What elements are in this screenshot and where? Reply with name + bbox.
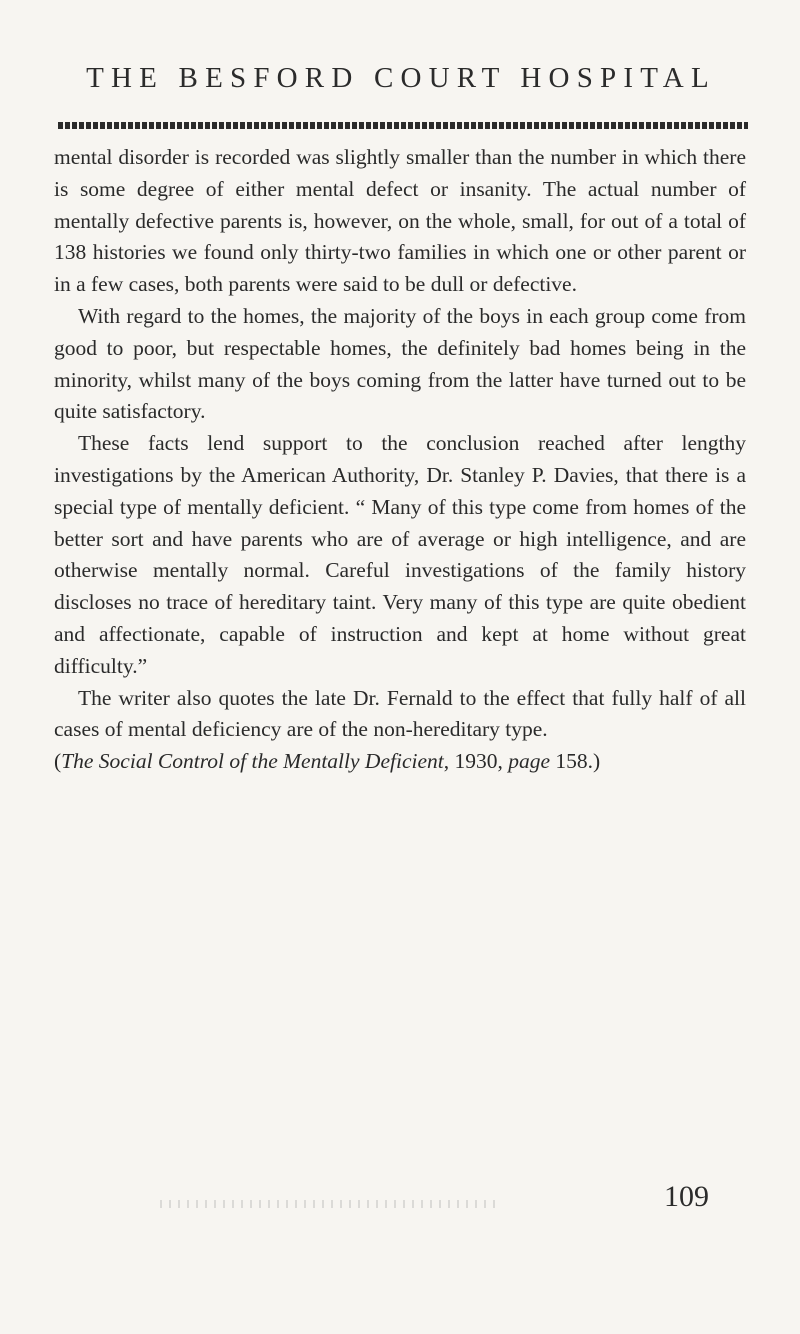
ornamental-rule <box>58 122 748 129</box>
print-specks <box>160 1200 500 1208</box>
page-number: 109 <box>664 1180 709 1213</box>
running-head: THE BESFORD COURT HOSPITAL <box>86 62 716 94</box>
citation <box>54 746 746 778</box>
citation-page-word: page <box>508 749 551 774</box>
paragraph-3: These facts lend support to the conclusion reached after lengthy investigations by the American Authority, Dr. Stanley P. Davies, that there is a special type of mentally deficient. “ Many of this type come from homes of the better sort and have parents who are of average or high intelligence, and are otherwise mentally normal. Careful investigations of the family history discloses no trace of hereditary taint. Very many of this type are quite obedient and affectionate, capable of instruction and kept at home without great difficulty.” <box>54 431 746 678</box>
body-text <box>54 142 746 778</box>
citation-year: , 1930, <box>443 749 509 774</box>
paragraph-2: With regard to the homes, the majority of the boys in each group come from good to poor, but respectable homes, the definitely bad homes being in the minority, whilst many of the boys coming from the latter have turned out to be quite satisfactory. <box>54 303 746 424</box>
citation-title: The Social Control of the Mentally Deficient <box>61 749 444 774</box>
paragraph-1: mental disorder is recorded was slightly smaller than the number in which there is some degree of either mental defect or insanity. The actual number of mentally defective parents is, however, on the whole, small, for out of a total of 138 histories we found only thirty-two families in which one or other parent or in a few cases, both parents were said to be dull or defective. <box>54 145 746 297</box>
citation-page-number: 158.) <box>550 749 601 774</box>
paragraph-4: The writer also quotes the late Dr. Fernald to the effect that fully half of all cases of mental deficiency are of the non-hereditary type. <box>54 685 746 742</box>
citation-open: ( <box>54 749 62 774</box>
